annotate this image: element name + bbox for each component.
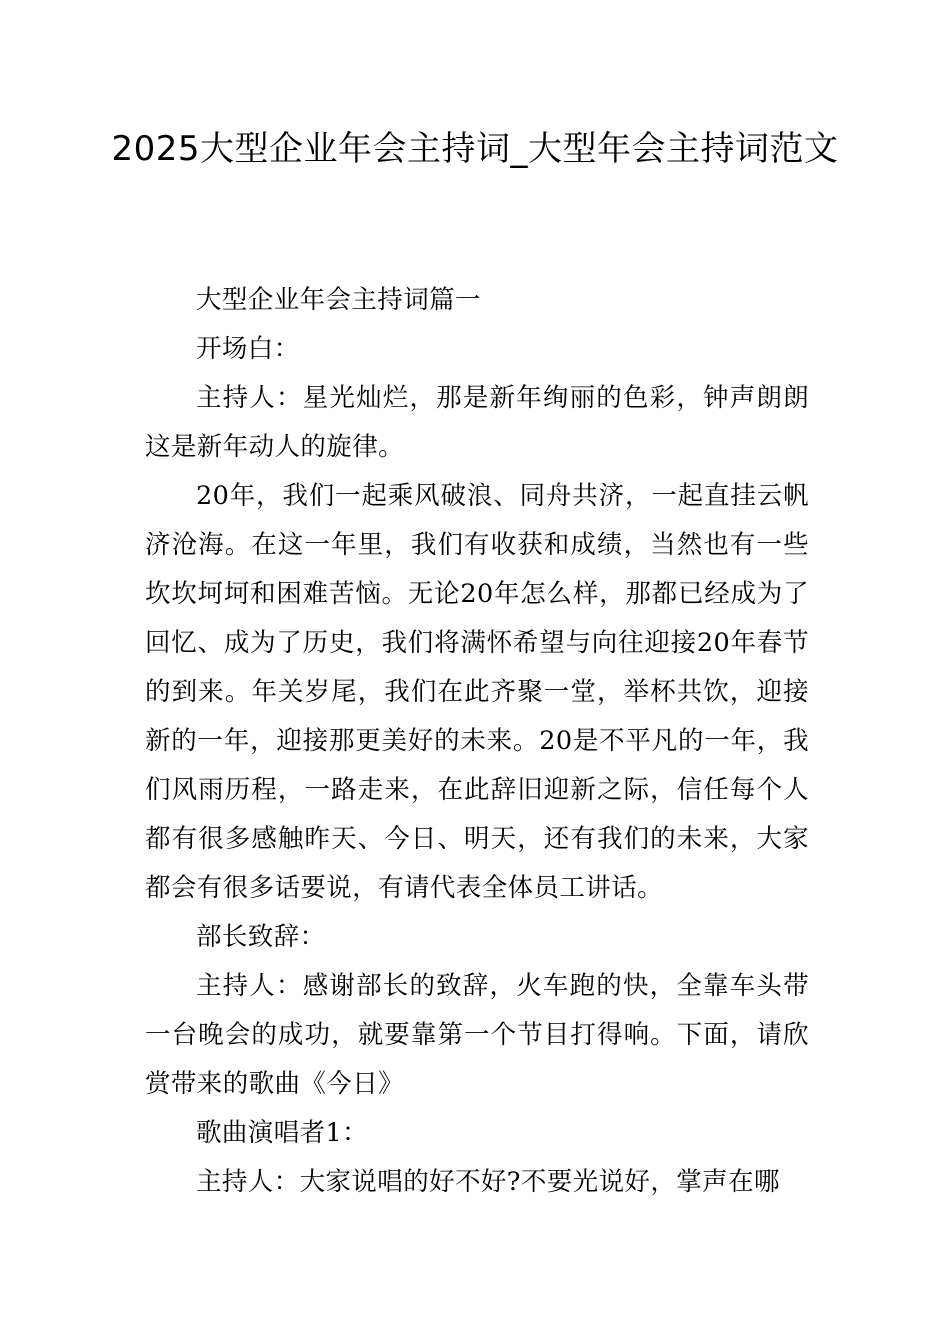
paragraph-singer-label: 歌曲演唱者1： xyxy=(196,1118,369,1148)
paragraph-year-review: 20年，我们一起乘风破浪、同舟共济，一起直挂云帆济沧海。在这一年里，我们有收获和成绩，当然也有一些坎坎坷坷和困难苦恼。无论20年怎么样，那都已经成为了回忆、成为了历史，我们将满怀希望与向往迎接20年春节的到来。年关岁尾，我们在此齐聚一堂，举杯共饮，迎接新的一年，迎接那更美好的未来。20是不平凡的一年，我们风雨历程，一路走来，在此辞旧迎新之际，信任每个人都有很多感触昨天、今日、明天，还有我们的未来，大家都会有很多话要说，有请代表全体员工讲话。 xyxy=(145,481,809,903)
paragraph-opening-label: 开场白： xyxy=(196,334,300,364)
section-heading: 大型企业年会主持词篇一 xyxy=(196,285,481,315)
document-body xyxy=(145,276,809,1207)
paragraph-host-opening: 主持人：星光灿烂，那是新年绚丽的色彩，钟声朗朗这是新年动人的旋律。 xyxy=(145,383,809,462)
document-title: 2025大型企业年会主持词_大型年会主持词范文 xyxy=(111,129,839,169)
paragraph-host-thanks: 主持人：感谢部长的致辞，火车跑的快，全靠车头带一台晚会的成功，就要靠第一个节目打得响。下面，请欣赏带来的歌曲《今日》 xyxy=(145,971,809,1099)
paragraph-minister-speech-label: 部长致辞： xyxy=(196,922,326,952)
paragraph-host-applause: 主持人：大家说唱的好不好?不要光说好，掌声在哪 xyxy=(196,1167,780,1197)
